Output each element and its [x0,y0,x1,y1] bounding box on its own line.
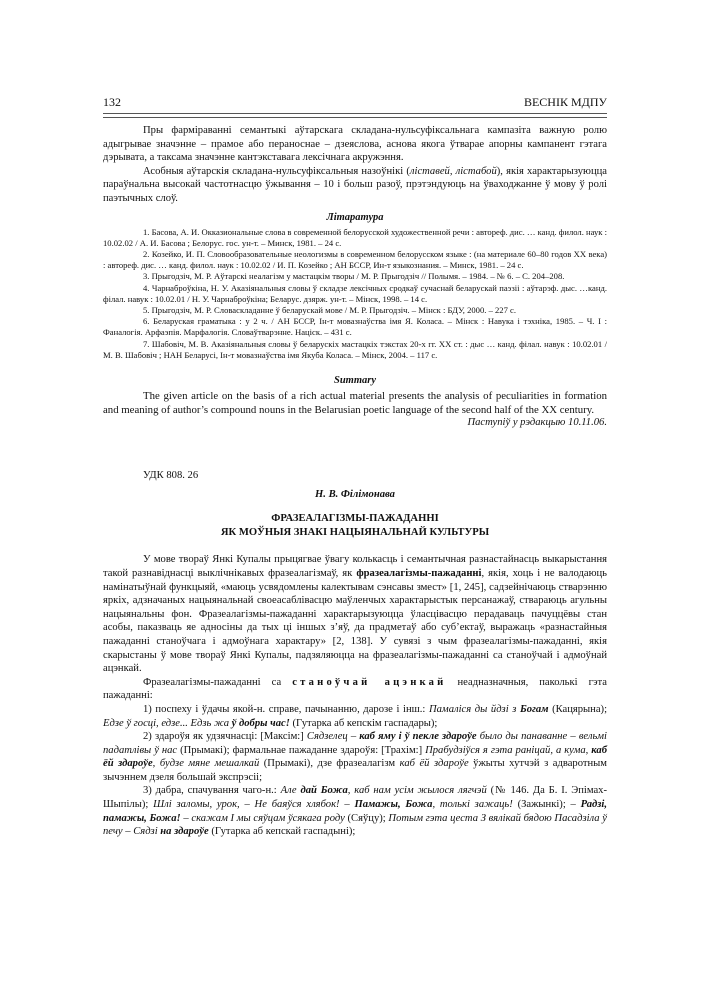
reference-item: 7. Шабовіч, М. В. Аказіянальныя словы ў беларускіх мастацкіх тэкстах 20-х гг. XX ст. : дыс … канд. філал. навук : 10.02.01 / М. В. Шабовіч ; НАН Беларусі, Ін-т мовазнаўства імя Якуба Коласа. – Мінск, 2004. – 117 с. [103,338,607,360]
text-run: , якія, хоць і не валодаюць намінатыўнай функцыяй, «маюць усвядомлены калектывам сэнсавы змест» [1, 245], садзейнічаюць стварэнню яркіх, адзначаных нацыянальнай своеасаблівасцю маўленчых характарыстык персанажаў, ствараюць агульны нацыянальны фон. Фразеалагізмы-пажаданні характарызуюцца ўласцівасцю перадаваць пачуццёвы стан асобы, паказваць яе адносіны да тых ці іншых з’яў, да прадметаў або суб’ектаў, выражаць «разнастайныя пажаданні станоўчага і адмоўнага характару» [2, 138]. У сувязі з чым фразеалагізмы-пажаданні, якія скарыстаны ў мове твораў Янкі Купалы, падзяляюцца на фразеалагізмы-пажаданні са станоўчай і адмоўнай ацэнкай. [103,567,607,675]
text-run: (Гутарка аб кепскім гаспадары); [289,717,438,729]
article-paragraph-2 [103,676,607,703]
italic-run: было ды панаванне – вельмі падатлівы ў нас [103,731,608,756]
text-run: (Гутарка аб кепскай гаспадыні); [208,826,356,838]
text-run: 3) дабра, спачування чаго-н.: [143,785,281,797]
text-run: (Сяўцу); [344,812,389,824]
italic-run: ліставей, лістабой [409,165,497,177]
reference-item: 5. Прыгодзіч, М. Р. Словаскладанне ў беларускай мове / М. Р. Прыгодзіч. – Мінск : БДУ, 2000. – 227 с. [143,304,517,315]
udk-code: УДК 808. 26 [143,470,199,482]
reference-item: 2. Козейко, И. П. Словообразовательные неологизмы в современном белорусском языке : (на материале 60–80 годов XX века) : автореф. дис. … канд. филол. наук : 10.02.02 / И. П. Козейко ; АН БССР, Ин-т языкознания. – Минск, 1981. – 24 с. [103,248,607,271]
reference-item: 6. Беларуская граматыка : у 2 ч. / АН БССР, Ін-т мовазнаўства імя Я. Коласа. – Мінск : Навука і тэхніка, 1985. – Ч. І : Фаналогія. Арфаэпія. Марфалогія. Словаўтварэнне. Націск. – 431 с. [103,316,607,338]
text-run: 2) здароўя як удзячнасці: [Максім:] [143,731,307,743]
article-paragraph-1 [103,553,607,675]
text-run: (Прымакі), дзе фразеалагізм [259,758,400,770]
italic-run: Шлі заломы, урок, – Не баяўся хлябок! – [153,799,355,811]
italic-run: Прабудзіўся я гэта раніцай, а кума, [425,744,592,756]
italic-run: каб ёй здароўе [399,758,469,770]
article-title-line-2: ЯК МОЎНЫЯ ЗНАКІ НАЦЫЯНАЛЬНАЙ КУЛЬТУРЫ [220,526,490,538]
text-run: неадназначныя, паколькі гэта пажаданні: [103,676,607,702]
bold-italic-run: каб яму і ў пекле здароўе [359,731,477,743]
reference-item: 1. Басова, А. И. Окказиональные слова в современной белорусской художественной речи : автореф. дис. … канд. филол. наук : 10.02.02 / А. И. Басова ; Белорус. гос. ун-т. – Минск, 1981. – 24 с. [103,226,607,248]
intro-paragraph-1: Пры фарміраванні семантыкі аўтарскага складана-нульсуфіксальнага кампазіта важную ролю адыгрывае значэнне – прамое або пераноснае – дзеяслова, аснова якога ўтварае апорны кампанент гэтага дэрывата, а таксама значэнне кантэкставага лексічнага акружэння. [103,125,607,164]
italic-run: Потым гэта цеста З вялікай бядою Пасадзіла ў печу – Сядзі [103,812,607,838]
article-author: Н. В. Філімонава [315,489,395,501]
bold-italic-run: Радзі, памажы, Божа! [103,799,608,824]
text-run: (Зажынкі); – [512,799,581,811]
list-item-1 [103,703,607,730]
italic-run: Але [280,785,301,797]
text-run: (Прымакі); фармальнае пажаданне здароўя: [Трахім:] [177,744,426,756]
article-title-line-1: ФРАЗЕАЛАГІЗМЫ-ПАЖАДАННІ [271,513,439,525]
reference-item: 4. Чарнаброўкіна, Н. У. Аказіянальныя словы ў складзе лексічных сродкаў сучаснай беларускай паэзіі : аўтарэф. дыс. …канд. філал. навук : 10.02.01 / Н. У. Чарнаброўкіна; Беларус. дзярж. ун-т. – Мінск, 1998. – 14 с. [103,282,607,304]
spaced-bold-run: станоўчай ацэнкай [292,676,447,688]
page-number: 132 [103,95,121,109]
page [103,95,607,839]
bold-italic-run: каб ёй здароўе [103,744,607,770]
italic-run: , будзе мяне мешалкай [152,758,260,770]
italic-run: Едзе ў госці, едзе... Едзь жа [103,717,232,729]
text-run: (№ 146. Да Б. І. Эпімах-Шыпілы); [103,785,607,811]
text-run: 1) поспеху і ўдачы якой-н. справе, пачынанню, дарозе і інш.: [143,703,429,715]
italic-run: Памаліся ды йдзі з [428,703,520,715]
references-list [103,227,607,361]
text-run: (Кацярына); [548,703,608,715]
received-date: Паступіў у рэдакцыю 10.11.06. [467,417,607,429]
bold-italic-run: Памажы, Божа [354,799,433,811]
bold-italic-run: ў добры час! [231,717,290,729]
text-run: Асобныя аўтарскія складана-нульсуфіксальныя назоўнікі ( [143,165,410,177]
bold-italic-run: дай Божа [300,785,348,797]
italic-run: Сядзелец – [306,731,360,743]
list-item-2 [103,730,607,784]
bold-run: фразеалагізмы-пажаданні [356,567,482,579]
text-run: Фразеалагізмы-пажаданні са [143,676,293,688]
journal-name: ВЕСНІК МДПУ [523,95,607,109]
reference-item: 3. Прыгодзіч, М. Р. Аўтарскі неалагізм у мастацкім творы / М. Р. Прыгодзіч // Полымя. – 1984. – № 6. – С. 204–208. [143,271,565,282]
list-item-3 [103,784,607,838]
references-heading: Літаратура [326,211,384,223]
text-run: ўжыты хутчэй з адваротным зычэннем дзеля большай экспрэсіі; [103,758,608,783]
running-header [103,95,607,109]
summary-text: The given article on the basis of a rich actual material presents the analysis of peculiarities in formation and meaning of author’s compound nouns in the Belarusian poetic language of the second half of the XX century. [103,390,607,416]
italic-run: – скажам І мы сяўцам ўсякага роду [180,812,345,824]
italic-run: , каб нам усім жылося лягчэй [347,785,487,797]
text-run: У мове твораў Янкі Купалы прыцягвае ўвагу колькасць і семантычная разнастайнасць выкарыстання такой разнавіднасці выклічнікавых фразеалагізмаў, як [103,554,607,579]
text-run: ), якія характарызуюцца параўнальна высокай частотнасцю ўжывання – 10 і больш разоў, прэтэндуюць на ўваходжанне ў мову ў ролі паэтычных слоў. [103,165,608,204]
italic-run: , толькі зажаць! [432,799,513,811]
summary-heading: Summary [333,375,376,386]
bold-italic-run: Богам [519,703,549,715]
intro-paragraph-2 [103,165,607,206]
bold-italic-run: на здароўе [160,826,209,838]
